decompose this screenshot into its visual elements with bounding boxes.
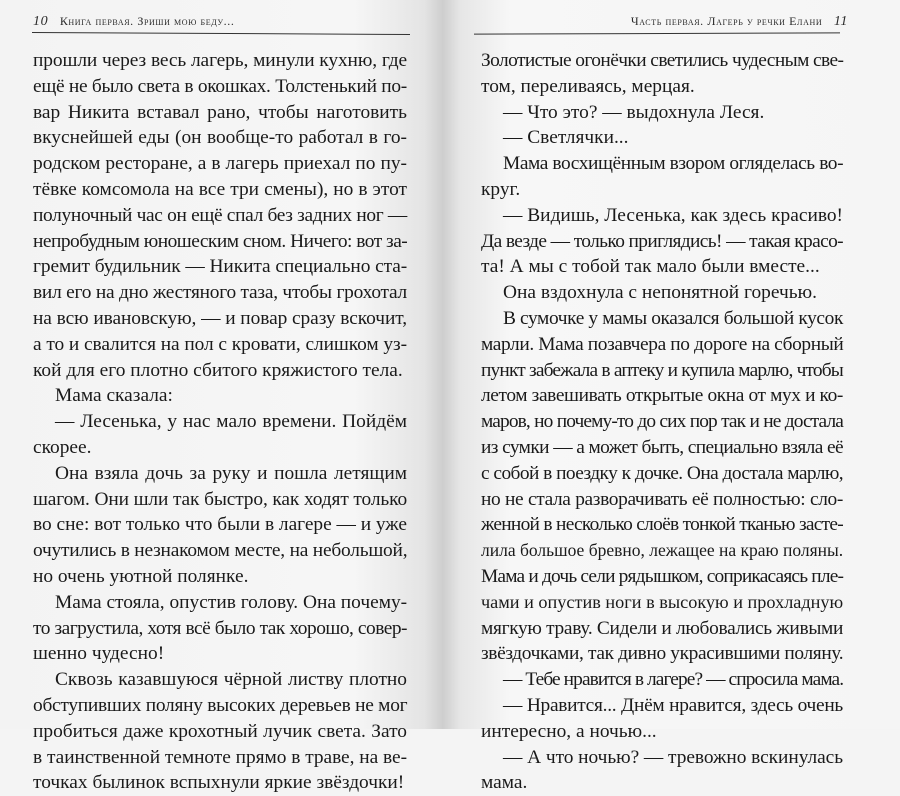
page-number: 11	[833, 14, 848, 29]
text-line: Да везде — только приглядись! — такая красо-	[481, 230, 843, 252]
text-line: из сумки — а может быть, специально взяла её	[481, 436, 843, 458]
left-page	[0, 0, 442, 794]
text-line: непробудным юношеским сном. Ничего: вот за-	[33, 230, 408, 252]
running-header-left	[33, 14, 234, 32]
text-line: — А что ночью? — тревожно вскинулась	[503, 746, 844, 768]
text-line: на всю ивановскую, — и повар сразу вскочит,	[33, 307, 407, 329]
text-line: мама.	[481, 772, 528, 794]
right-page	[442, 0, 900, 794]
text-line: мягкую траву. Сидели и любовались живыми	[481, 617, 844, 639]
text-line: Мама и дочь сели рядышком, соприкасаясь пле-	[481, 565, 844, 587]
text-line: Сквозь казавшуюся чёрной листву плотно	[55, 669, 407, 691]
text-line: с собой в поездку к дочке. Она достала марлю,	[481, 462, 843, 484]
text-line: вкуснейшей еды (он вообще-то работал в го-	[33, 127, 407, 149]
text-line: Она вздохнула с непонятной горечью.	[503, 282, 817, 304]
header-rule	[474, 32, 840, 34]
body-text	[481, 48, 843, 796]
running-head-title: Книга первая. Зриши мою беду...	[59, 14, 235, 28]
text-line: — Что это? — выдохнула Леся.	[503, 101, 765, 123]
text-line: Мама восхищённым взором огляделась во-	[503, 153, 844, 175]
text-line: полуночный час он ещё спал без задних ног —	[33, 204, 407, 226]
text-line: прошли через весь лагерь, минули кухню, где	[33, 50, 407, 71]
text-line: женной в несколько слоёв тонкой тканью засте-	[481, 514, 843, 536]
text-line: чами и опустив ноги в высокую и прохладную	[481, 591, 844, 612]
text-line: та! А мы с тобой так мало были вместе...	[481, 256, 820, 278]
text-line: Мама сказала:	[55, 385, 173, 407]
text-line: Она взяла дочь за руку и пошла летящим	[55, 462, 407, 484]
text-line: гремит будильник — Никита специально ста-	[33, 256, 408, 278]
text-line: Мама стояла, опустив голову. Она почему-	[55, 591, 408, 613]
text-line: скорее.	[33, 436, 92, 458]
body-text	[33, 48, 407, 796]
text-line: шенно чудесно!	[33, 643, 165, 665]
text-line: маров, но почему-то до сих пор так и не достала	[481, 411, 843, 433]
text-line: — Видишь, Лесенька, как здесь красиво!	[503, 204, 843, 226]
text-line: обступивших поляну высоких деревьев не мог	[33, 694, 408, 716]
text-line: пробиться даже крохотный лучик света. Зато	[33, 720, 407, 742]
text-line: но очень уютной полянке.	[33, 565, 249, 587]
running-header-right	[631, 14, 848, 32]
header-rule	[32, 32, 410, 35]
text-line: очутились в незнакомом месте, на небольшой,	[33, 540, 408, 562]
text-line: — Нравится... Днём нравится, здесь очень	[503, 694, 843, 716]
text-line: кой для его плотно сбитого кряжистого тела.	[33, 359, 403, 381]
text-line: родском ресторане, а в лагерь приехал по пу-	[33, 153, 407, 175]
text-line: летом завешивать открытые окна от мух и ко-	[481, 385, 844, 407]
text-line: пункт забежала в аптеку и купила марлю, чтобы	[481, 359, 843, 381]
text-line: интересно, а ночью...	[481, 720, 657, 742]
text-line: звёздочками, так дивно украсившими поляну.	[481, 643, 844, 665]
text-line: — Тебе нравится в лагере? — спросила мама.	[503, 669, 844, 691]
text-line: Золотистые огонёчки светились чудесным све-	[481, 50, 844, 71]
text-line: том, переливаясь, мерцая.	[481, 75, 695, 97]
text-line: то загрустила, хотя всё было так хорошо, совер-	[33, 617, 407, 639]
text-line: — Лесенька, у нас мало времени. Пойдём	[55, 411, 407, 433]
text-line: но не стала разворачивать её полностью: сло-	[481, 488, 843, 510]
text-line: В сумочке у мамы оказался большой кусок	[503, 307, 843, 329]
text-line: марли. Мама позавчера по дороге на сборный	[481, 333, 844, 355]
text-line: шагом. Они шли так быстро, как ходят только	[33, 488, 408, 510]
text-line: вил его на дно жестяного таза, чтобы грохотал	[33, 282, 407, 304]
text-line: в таинственной темноте прямо в траве, на ве-	[33, 746, 407, 768]
text-line: а то и свалится на пол с кровати, слишком уз-	[33, 333, 407, 355]
text-line: ещё не было света в окошках. Толстенький по-	[33, 75, 407, 97]
text-line: круг.	[481, 178, 521, 200]
running-head-title: Часть первая. Лагерь у речки Елани	[630, 14, 823, 28]
text-line: вар Никита вставал рано, чтобы наготовить	[33, 101, 407, 123]
text-line: тёвке комсомола на все три смены), но в этот	[33, 178, 407, 200]
text-line: лила большое бревно, лежащее на краю поляны.	[481, 540, 844, 561]
text-line: — Светлячки...	[503, 127, 629, 149]
page-number: 10	[33, 14, 49, 29]
text-line: во сне: вот только что были в лагере — и уже	[33, 514, 407, 536]
text-line: точках былинок вспыхнули яркие звёздочки!	[33, 772, 405, 794]
